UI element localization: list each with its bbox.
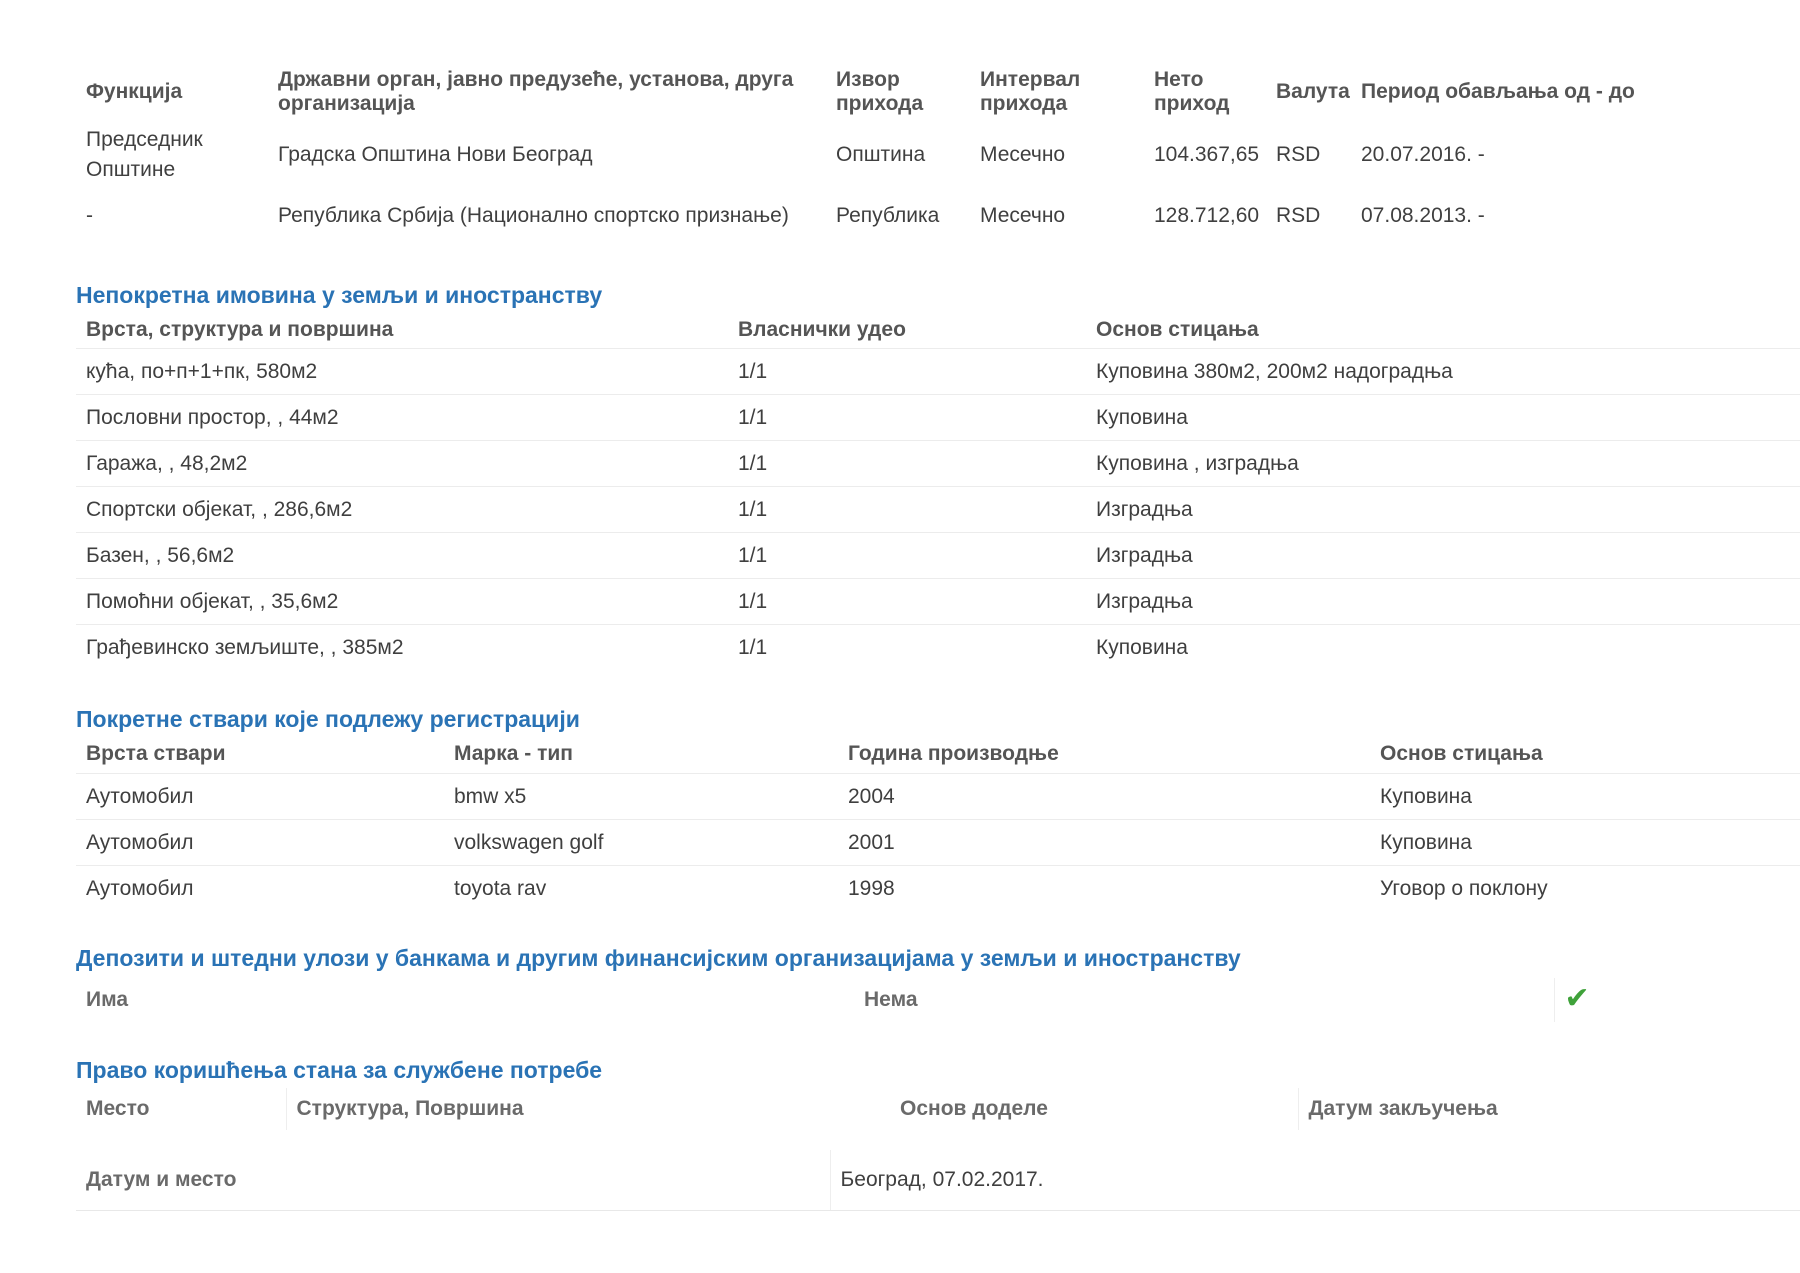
real-estate-cell-type: кућа, по+п+1+пк, 580м2 <box>76 349 728 395</box>
income-header-period: Период обављања од - до <box>1361 80 1635 103</box>
table-row <box>76 579 1800 625</box>
vehicles-cell-basis: Уговор о поклону <box>1370 866 1800 912</box>
real-estate-cell-share: 1/1 <box>728 395 1086 441</box>
income-cell-currency: RSD <box>1276 204 1321 227</box>
real-estate-header-row <box>76 312 1800 349</box>
income-header-function: Функција <box>86 80 183 103</box>
income-cell-function: Председник Општине <box>86 128 203 181</box>
vehicles-cell-basis: Куповина <box>1370 820 1800 866</box>
real-estate-cell-type: Базен, , 56,6м2 <box>76 533 728 579</box>
income-cell-net: 128.712,60 <box>1154 204 1260 227</box>
apartment-header-place: Место <box>86 1097 150 1120</box>
real-estate-cell-share: 1/1 <box>728 349 1086 395</box>
income-header-currency: Валута <box>1276 80 1350 103</box>
income-cell-interval: Месечно <box>980 143 1066 166</box>
income-cell-function: - <box>86 204 93 227</box>
income-cell-currency: RSD <box>1276 143 1321 166</box>
date-place-value: Београд, 07.02.2017. <box>830 1150 1800 1211</box>
date-place-label: Датум и место <box>76 1150 830 1211</box>
income-header-net: Нето приход <box>1154 68 1230 115</box>
real-estate-cell-basis: Куповина <box>1086 395 1800 441</box>
real-estate-cell-share: 1/1 <box>728 441 1086 487</box>
apartment-title: Право коришћења стана за службене потребе <box>76 1057 603 1083</box>
deposits-title: Депозити и штедни улози у банкама и другим финансијским организацијама у земљи и иностранству <box>76 945 1241 971</box>
vehicles-cell-year: 2001 <box>838 820 1370 866</box>
income-cell-period: 07.08.2013. - <box>1361 204 1485 227</box>
vehicles-header-type: Врста ствари <box>86 742 226 765</box>
real-estate-cell-type: Помоћни објекат, , 35,6м2 <box>76 579 728 625</box>
deposits-none-label: Нема <box>864 988 918 1011</box>
deposits-has-label: Има <box>86 988 129 1011</box>
vehicles-cell-type: Аутомобил <box>76 774 444 820</box>
real-estate-cell-basis: Куповина , изградња <box>1086 441 1800 487</box>
income-cell-interval: Месечно <box>980 204 1066 227</box>
vehicles-table <box>76 735 1800 911</box>
vehicles-cell-brand: volkswagen golf <box>444 820 838 866</box>
income-cell-source: Општина <box>836 143 926 166</box>
apartment-header-row <box>76 1088 1800 1130</box>
income-cell-organ: Република Србија (Национално спортско признање) <box>278 204 789 227</box>
vehicles-cell-year: 1998 <box>838 866 1370 912</box>
table-row <box>76 820 1800 866</box>
income-header-row <box>76 60 1800 124</box>
deposits-row <box>76 978 1800 1022</box>
real-estate-cell-basis: Куповина <box>1086 625 1800 671</box>
table-row <box>76 124 1800 186</box>
apartment-header-structure: Структура, Површина <box>286 1088 890 1130</box>
real-estate-cell-type: Спортски објекат, , 286,6м2 <box>76 487 728 533</box>
real-estate-cell-share: 1/1 <box>728 625 1086 671</box>
deposits-table <box>76 978 1800 1022</box>
real-estate-header-type: Врста, структура и површина <box>86 318 394 341</box>
vehicles-header-year: Година производње <box>848 742 1059 765</box>
table-row <box>76 349 1800 395</box>
vehicles-cell-brand: bmw x5 <box>444 774 838 820</box>
table-row <box>76 866 1800 912</box>
real-estate-header-basis: Основ стицања <box>1096 318 1259 341</box>
real-estate-table <box>76 312 1800 670</box>
income-cell-organ: Градска Општина Нови Београд <box>278 143 593 166</box>
apartment-header-basis: Основ доделе <box>900 1097 1048 1120</box>
real-estate-cell-basis: Куповина 380м2, 200м2 надоградња <box>1086 349 1800 395</box>
income-header-organ: Државни орган, јавно предузеће, установа, друга организација <box>278 68 794 115</box>
checkmark-icon: ✔ <box>1564 981 1590 1015</box>
date-place-row <box>76 1150 1800 1211</box>
real-estate-cell-share: 1/1 <box>728 579 1086 625</box>
table-row <box>76 533 1800 579</box>
vehicles-title: Покретне ствари које подлежу регистрацији <box>76 706 580 732</box>
real-estate-cell-type: Пословни простор, , 44м2 <box>76 395 728 441</box>
vehicles-cell-basis: Куповина <box>1370 774 1800 820</box>
deposits-none-cell <box>1554 978 1800 1022</box>
vehicles-header-row <box>76 735 1800 774</box>
real-estate-title: Непокретна имовина у земљи и иностранству <box>76 282 603 308</box>
real-estate-header-share: Власнички удео <box>738 318 906 341</box>
date-place-table <box>76 1150 1800 1211</box>
table-row <box>76 186 1800 246</box>
table-row <box>76 487 1800 533</box>
income-cell-period: 20.07.2016. - <box>1361 143 1485 166</box>
table-row <box>76 441 1800 487</box>
vehicles-cell-year: 2004 <box>838 774 1370 820</box>
table-row <box>76 774 1800 820</box>
vehicles-cell-brand: toyota rav <box>444 866 838 912</box>
real-estate-cell-share: 1/1 <box>728 487 1086 533</box>
real-estate-cell-basis: Изградња <box>1086 579 1800 625</box>
apartment-table <box>76 1088 1800 1130</box>
income-table <box>76 60 1800 246</box>
real-estate-cell-share: 1/1 <box>728 533 1086 579</box>
vehicles-cell-type: Аутомобил <box>76 866 444 912</box>
vehicles-header-brand: Марка - тип <box>454 742 573 765</box>
income-cell-source: Република <box>836 204 940 227</box>
table-row <box>76 395 1800 441</box>
income-header-source: Извор прихода <box>836 68 924 115</box>
real-estate-cell-type: Гаража, , 48,2м2 <box>76 441 728 487</box>
real-estate-cell-basis: Изградња <box>1086 487 1800 533</box>
income-header-interval: Интервал прихода <box>980 68 1081 115</box>
table-row <box>76 625 1800 671</box>
vehicles-header-basis: Основ стицања <box>1380 742 1543 765</box>
real-estate-cell-type: Грађевинско земљиште, , 385м2 <box>76 625 728 671</box>
apartment-header-date: Датум закључења <box>1298 1088 1800 1130</box>
income-cell-net: 104.367,65 <box>1154 143 1260 166</box>
real-estate-cell-basis: Изградња <box>1086 533 1800 579</box>
vehicles-cell-type: Аутомобил <box>76 820 444 866</box>
